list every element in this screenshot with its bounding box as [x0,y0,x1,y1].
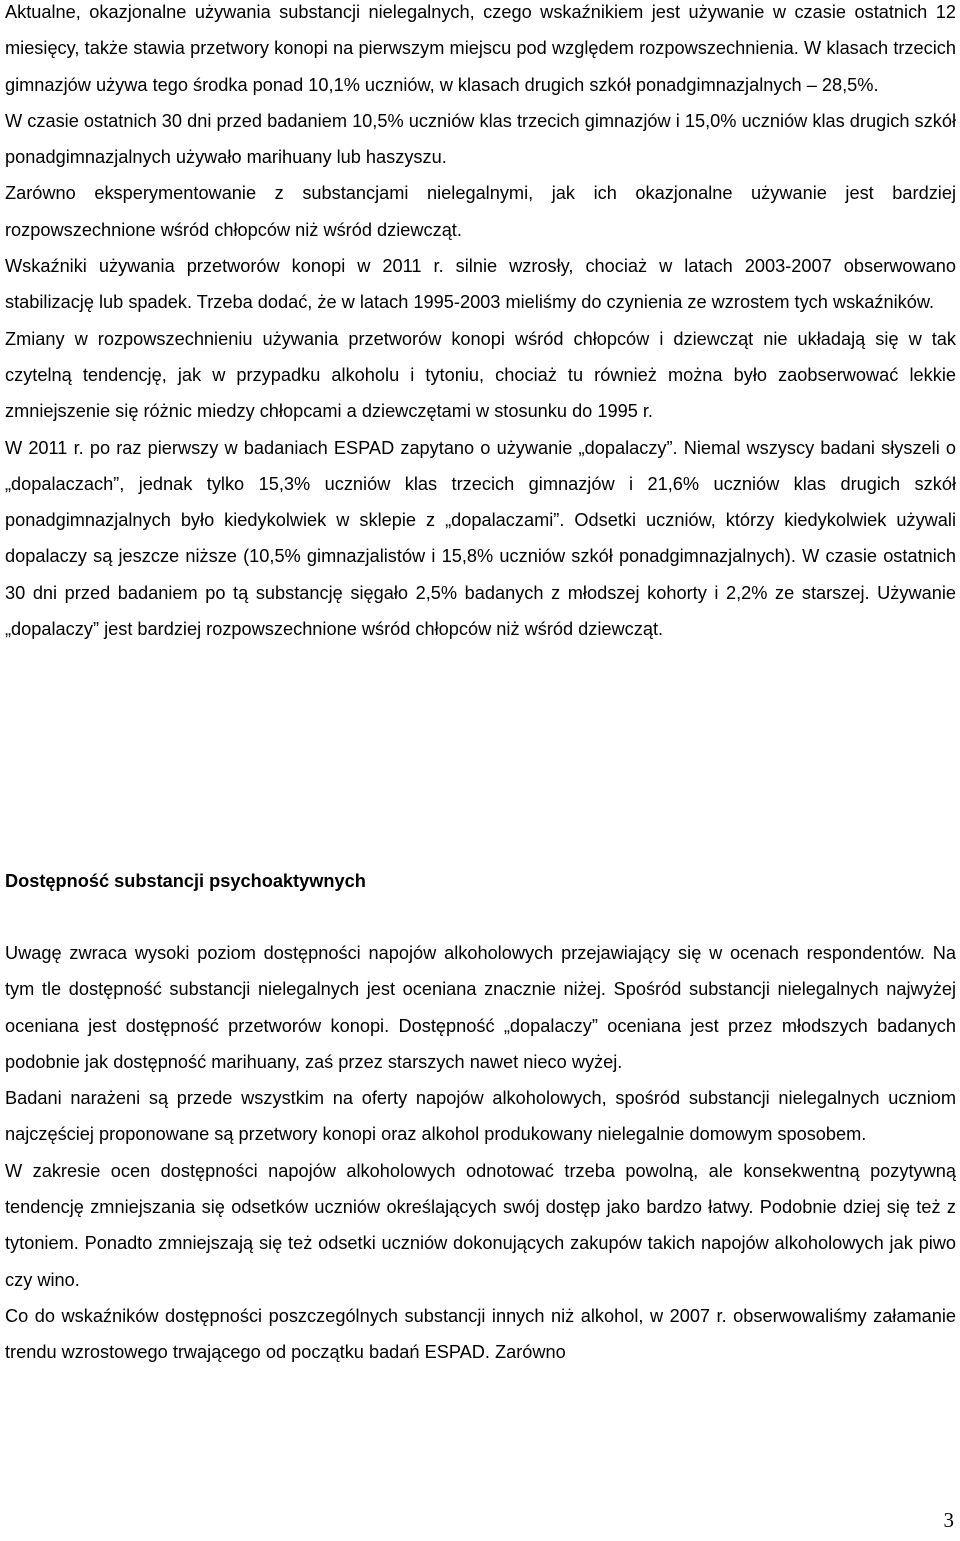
paragraph-other-substances: Co do wskaźników dostępności poszczególnych substancji innych niż alkohol, w 2007 r. obserwowaliśmy załamanie trendu wzrostowego trwającego od początku badań ESPAD. Zarówno [5,1305,956,1363]
paragraph-recent-use: Aktualne, okazjonalne używania substancji nielegalnych, czego wskaźnikiem jest używanie w czasie ostatnich 12 miesięcy, także stawia przetwory konopi na pierwszym miejscu pod względem rozpowszechnienia. W klasach trzecich gimnazjów używa tego środka ponad 10,1% uczniów, w klasach drugich szkół ponadgimnazjalnych – 28,5%. [5,2,956,95]
section-availability [5,935,956,1371]
paragraph-gender-changes: Zmiany w rozpowszechnieniu używania przetworów konopi wśród chłopców i dziewcząt nie układają się w tak czytelną tendencję, jak w przypadku alkoholu i tytoniu, chociaż tu również można było zaobserwować lekkie zmniejszenie się różnic miedzy chłopcami a dziewczętami w stosunku do 1995 r. [5,328,956,422]
section-heading-availability: Dostępność substancji psychoaktywnych [5,871,366,891]
paragraph-trends: Wskaźniki używania przetworów konopi w 2011 r. silnie wzrosły, chociaż w latach 2003-2007 obserwowano stabilizację lub spadek. Trzeba dodać, że w latach 1995-2003 mieliśmy do czynienia ze wzrostem tych wskaźników. [5,256,956,313]
page-number: 3 [943,1508,954,1532]
paragraph-last-30-days: W czasie ostatnich 30 dni przed badaniem 10,5% uczniów klas trzecich gimnazjów i 15,0% uczniów klas drugich szkół ponadgimnazjalnych używało marihuany lub haszyszu. [5,110,956,168]
paragraph-alcohol-availability: Uwagę zwraca wysoki poziom dostępności napojów alkoholowych przejawiający się w ocenach respondentów. Na tym tle dostępność substancji nielegalnych jest oceniana znacznie niżej. Spośród substancji nielegalnych najwyżej oceniana jest dostępność przetworów konopi. Dostępność „dopalaczy” oceniana jest przez młodszych badanych podobnie jak dostępność marihuany, zaś przez starszych nawet nieco wyżej. [5,943,956,1072]
paragraph-gender-difference: Zarówno eksperymentowanie z substancjami nielegalnymi, jak ich okazjonalne używanie jest bardziej rozpowszechnione wśród chłopców niż wśród dziewcząt. [5,183,956,240]
section-drug-use [5,0,956,647]
paragraph-offers: Badani narażeni są przede wszystkim na oferty napojów alkoholowych, spośród substancji nielegalnych uczniom najczęściej proponowane są przetwory konopi oraz alkohol produkowany nielegalnie domowym sposobem. [5,1088,956,1145]
paragraph-alcohol-trends: W zakresie ocen dostępności napojów alkoholowych odnotować trzeba powolną, ale konsekwentną pozytywną tendencję zmniejszania się odsetków uczniów określających swój dostęp jako bardzo łatwy. Podobnie dziej się też z tytoniem. Ponadto zmniejszają się też odsetki uczniów dokonujących zakupów takich napojów alkoholowych jak piwo czy wino. [5,1160,956,1290]
section-heading-block [5,863,956,899]
paragraph-legal-highs: W 2011 r. po raz pierwszy w badaniach ESPAD zapytano o używanie „dopalaczy”. Niemal wszyscy badani słyszeli o „dopalaczach”, jednak tylko 15,3% uczniów klas trzecich gimnazjów i 21,6% uczniów klas drugich szkół ponadgimnazjalnych było kiedykolwiek w sklepie z „dopalaczami”. Odsetki uczniów, którzy kiedykolwiek używali dopalaczy są jeszcze niższe (10,5% gimnazjalistów i 15,8% uczniów szkół ponadgimnazjalnych). W czasie ostatnich 30 dni przed badaniem po tą substancję sięgało 2,5% badanych z młodszej kohorty i 2,2% ze starszej. Używanie „dopalaczy” jest bardziej rozpowszechnione wśród chłopców niż wśród dziewcząt. [5,437,956,640]
